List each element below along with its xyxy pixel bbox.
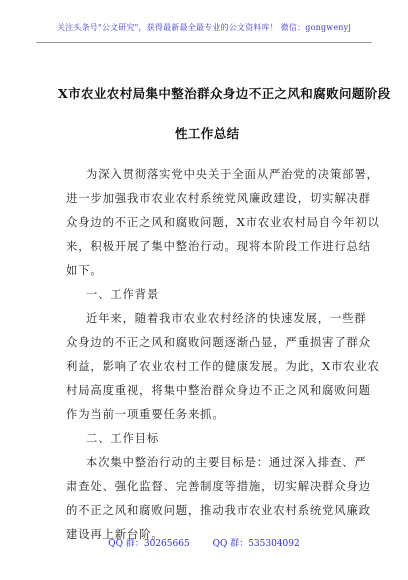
body-line: 如下。 — [66, 264, 103, 277]
body-line: 近年来，随着我市农业农村经济的快速发展，一些群 — [86, 312, 367, 325]
document-title-line-1: X市农业农村局集中整治群众身边不正之风和腐败问题阶段 — [58, 86, 391, 101]
body-line: 建设再上新台阶。 — [66, 528, 164, 541]
body-line: 众身边的不正之风和腐败问题，X市农业农村局自今年初以 — [66, 216, 380, 229]
header-divider — [36, 42, 372, 43]
body-line: 利益，影响了农业农村工作的健康发展。为此，X市农业农 — [66, 360, 380, 373]
footer-qq-group-1: QQ 群：30265665 — [108, 539, 190, 549]
footer-contact — [0, 536, 408, 549]
body-line: 的不正之风和腐败问题，推动我市农业农村系统党风廉政 — [66, 504, 371, 517]
footer-qq-group-2: QQ 群：535304092 — [212, 539, 300, 549]
body-line: 来，积极开展了集中整治行动。现将本阶段工作进行总结 — [66, 240, 371, 253]
section-heading: 二、工作目标 — [86, 432, 160, 445]
section-heading: 一、工作背景 — [86, 288, 160, 301]
document-title-line-2: 性工作总结 — [175, 126, 240, 141]
body-line: 本次集中整治行动的主要目标是：通过深入排查、严 — [86, 456, 367, 469]
body-line: 进一步加强我市农业农村系统党风廉政建设，切实解决群 — [66, 192, 371, 205]
body-line: 众身边的不正之风和腐败问题逐渐凸显，严重损害了群众 — [66, 336, 371, 349]
body-line: 作为当前一项重要任务来抓。 — [66, 408, 225, 421]
body-line: 肃查处、强化监督、完善制度等措施，切实解决群众身边 — [66, 480, 371, 493]
body-line: 村局高度重视，将集中整治群众身边不正之风和腐败问题 — [66, 384, 371, 397]
body-line: 为深入贯彻落实党中央关于全面从严治党的决策部署， — [86, 168, 379, 181]
header-banner: 关注头条号"公文研究"，获得最新最全最专业的公文资料库！ 微信：gongwenyj — [56, 23, 352, 32]
